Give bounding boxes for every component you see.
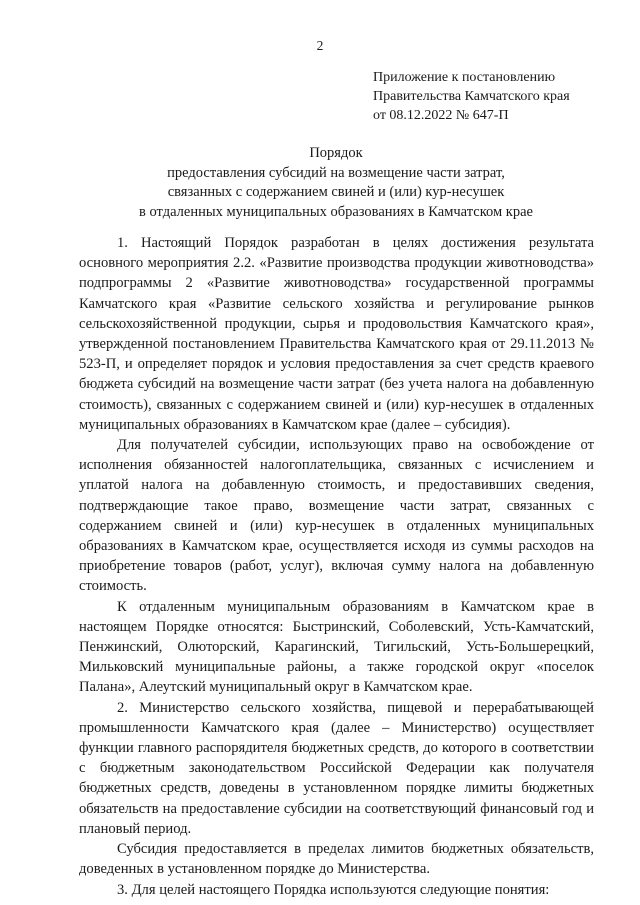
paragraph: 2. Министерство сельского хозяйства, пищевой и перерабатывающей промышленности Камчатского края (далее – Министерство) осуществляет функции главного распорядителя бюджетных средств, до которого в соответствии с бюджетным законодательством Российской Федерации как получателя бюджетных средств, доведены в установленном порядке лимиты бюджетных обязательств на предоставление субсидии на соответствующий финансовый год и плановый период. [79, 699, 594, 837]
paragraph: К отдаленным муниципальным образованиям в Камчатском крае в настоящем Порядке относятся: Быстринский, Соболевский, Усть-Камчатский, Пенжинский, Олюторский, Карагинский, Тигильский, Усть-Большерецкий, Мильковский муниципальные районы, а также городской округ «поселок Палана», Алеутский муниципальный округ в Камчатском крае. [79, 598, 594, 696]
document-title [80, 144, 592, 222]
page-number: 2 [316, 38, 324, 53]
title-line: предоставления субсидий на возмещение части затрат, [167, 164, 505, 181]
paragraph: 3. Для целей настоящего Порядка используются следующие понятия: [117, 881, 550, 898]
appendix-line: от 08.12.2022 № 647-П [373, 108, 509, 123]
title-line: связанных с содержанием свиней и (или) кур-несушек [167, 184, 505, 200]
title-line: в отдаленных муниципальных образованиях в Камчатском крае [139, 203, 533, 220]
title-heading: Порядок [309, 145, 363, 161]
paragraph: 1. Настоящий Порядок разработан в целях достижения результата основного мероприятия 2.2. «Развитие производства продукции животноводства» подпрограммы 2 «Развитие животноводства» государственной программы Камчатского края «Развитие сельского хозяйства и регулирование рынков сельскохозяйственной продукции, сырья и продовольствия Камчатского края», утвержденной постановлением Правительства Камчатского края от 29.11.2013 № 523-П, и определяет порядок и условия предоставления за счет средств краевого бюджета субсидий на возмещение части затрат (без учета налога на добавленную стоимость), связанных с содержанием свиней и (или) кур-несушек в отдаленных муниципальных образованиях в Камчатском крае (далее – субсидия). [79, 235, 594, 433]
appendix-line: Правительства Камчатского края [373, 89, 570, 104]
appendix-block [373, 68, 570, 125]
appendix-line: Приложение к постановлению [373, 70, 556, 85]
paragraph: Для получателей субсидии, использующих право на освобождение от исполнения обязанностей налогоплательщика, связанных с исчислением и уплатой налога на добавленную стоимость, и предоставивших сведения, подтверждающие такое право, возмещение части затрат, связанных с содержанием свиней и (или) кур-несушек в отдаленных муниципальных образованиях в Камчатском крае, осуществляется исходя из суммы расходов на приобретение товаров (работ, услуг), включая сумму налога на добавленную стоимость. [79, 437, 594, 595]
document-body [79, 233, 594, 900]
paragraph: Субсидия предоставляется в пределах лимитов бюджетных обязательств, доведенных в установленном порядке до Министерства. [79, 841, 594, 878]
